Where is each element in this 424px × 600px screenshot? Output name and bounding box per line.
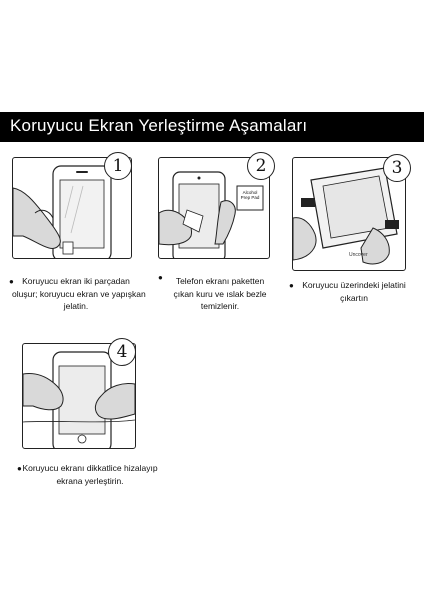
alcohol-pad-package: Alcohol Prep Pad (240, 190, 260, 200)
step-4-number-badge (108, 338, 136, 366)
step-4-number: 4 (116, 342, 128, 362)
step-2-number-badge (247, 152, 275, 180)
step-3-bullet: ● (289, 281, 294, 290)
uncover-label: Uncover (349, 252, 368, 258)
step-3-number: 3 (391, 158, 403, 178)
step-2-number: 2 (255, 156, 267, 176)
step-3-number-badge (383, 154, 411, 182)
page-title: Koruyucu Ekran Yerleştirme Aşamaları (10, 116, 308, 135)
step-4-caption: Koruyucu ekranı dikkatlice hizalayıp ekrana yerleştirin. (22, 463, 158, 486)
step-4-bullet: ● (17, 464, 22, 473)
step-1-bullet: ● (9, 277, 14, 286)
step-1-number-badge (104, 152, 132, 180)
title-banner (0, 112, 424, 142)
step-3-caption: Koruyucu üzerindeki jelatini çıkartın (302, 280, 406, 303)
step-1-caption: Koruyucu ekran iki parçadan oluşur; koruyucu ekran ve yapışkan jelatin. (12, 276, 146, 311)
step-2-bullet: ● (158, 273, 163, 282)
step-2-caption: Telefon ekranı paketten çıkan kuru ve ıslak bezle temizlenir. (173, 276, 267, 311)
step-1-number: 1 (112, 156, 124, 176)
